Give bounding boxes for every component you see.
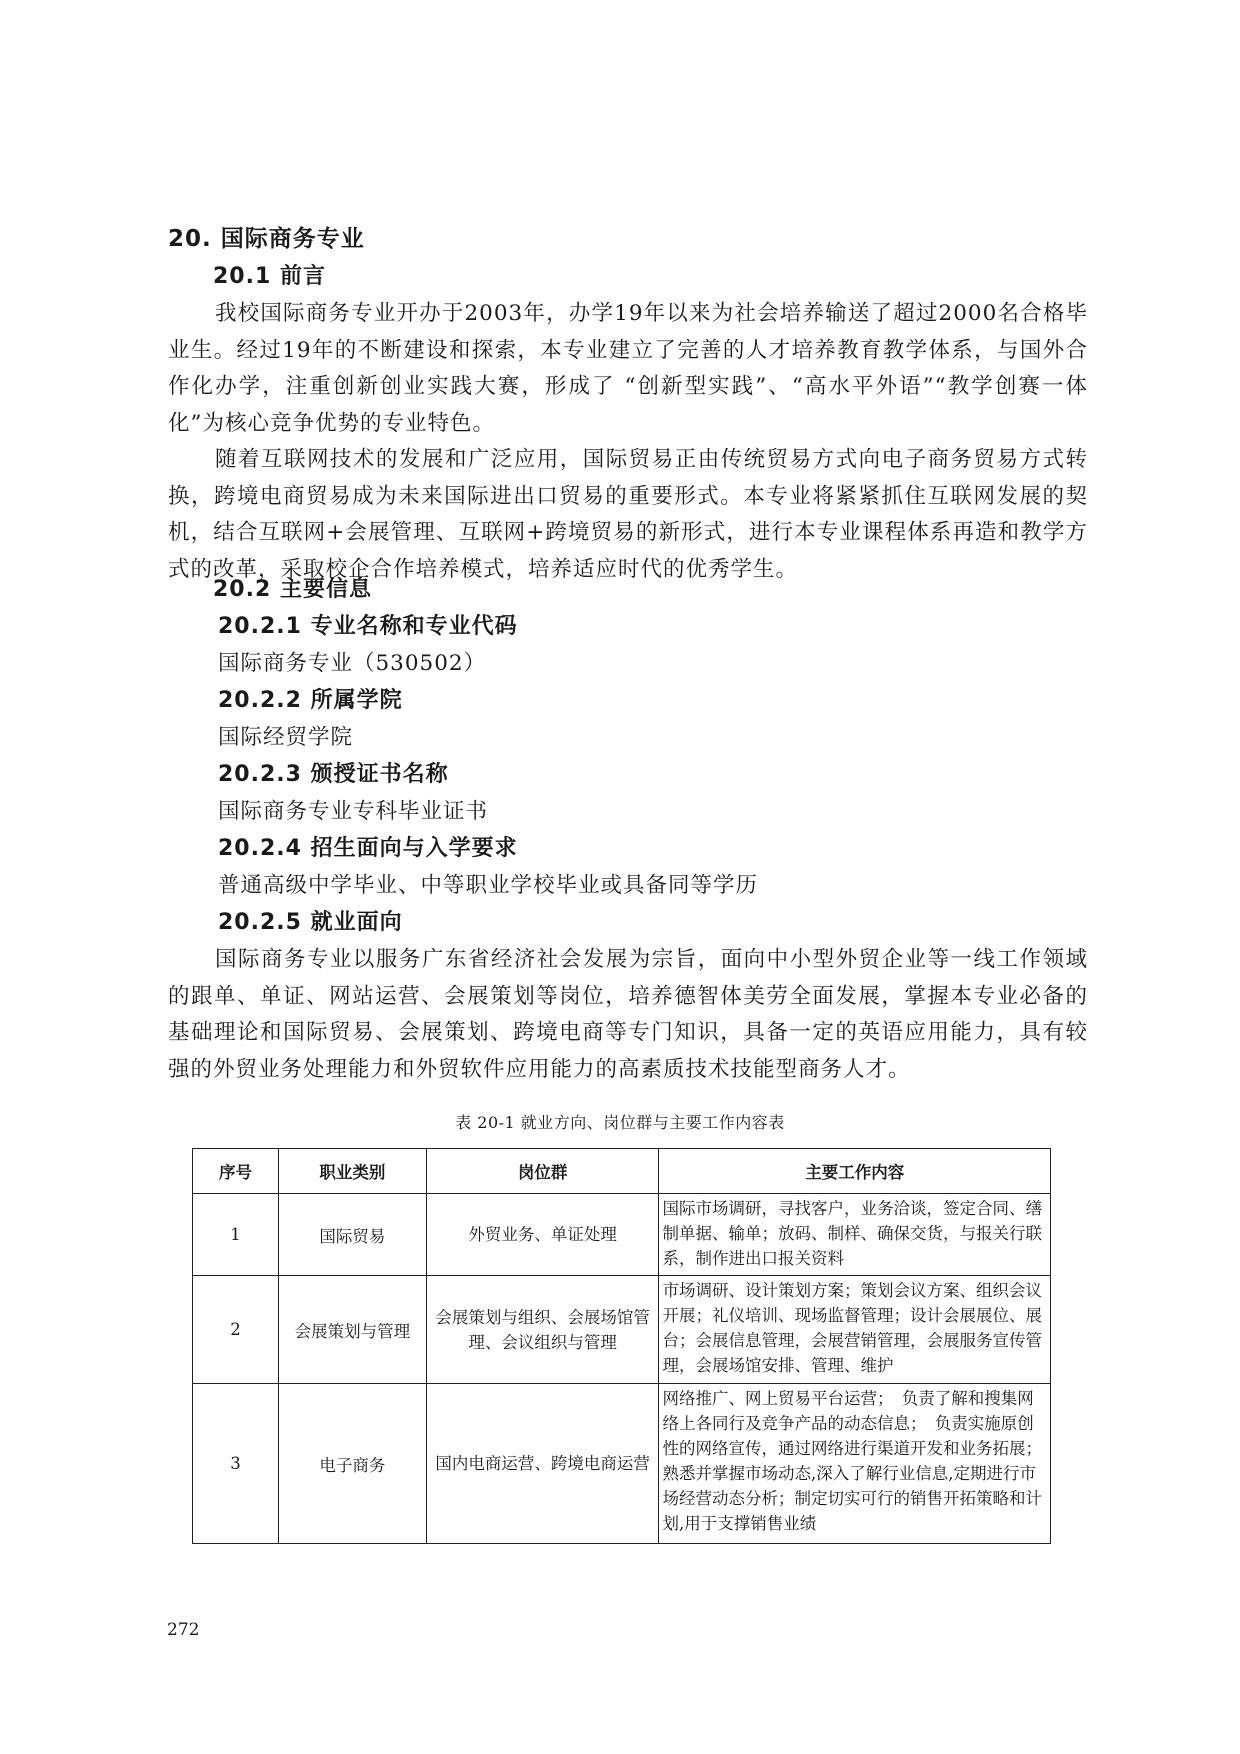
employment-paragraph: 国际商务专业以服务广东省经济社会发展为宗旨，面向中小型外贸企业等一线工作领域的跟单、单证、网站运营、会展策划等岗位，培养德智体美劳全面发展，掌握本专业必备的基础理论和国际贸易、会展策划、跨境电商等专门知识，具备一定的英语应用能力，具有较强的外贸业务处理能力和外贸软件应用能力的高素质技术技能型商务人才。 xyxy=(168,947,1088,1082)
employment-table xyxy=(192,1148,1051,1544)
table-row xyxy=(193,1276,1051,1384)
info-subheading: 20.2.2 所属学院 xyxy=(218,688,403,713)
row-group: 国内电商运营、跨境电商运营 xyxy=(426,1384,659,1544)
row-content: 国际市场调研，寻找客户，业务洽谈，签定合同、缮制单据、输单；放码、制样、确保交货，与报关行联系，制作进出口报关资料 xyxy=(659,1194,1051,1276)
row-content: 网络推广、网上贸易平台运营； 负责了解和搜集网络上各同行及竞争产品的动态信息； 负责实施原创性的网络宣传，通过网络进行渠道开发和业务拓展；熟悉并掌握市场动态,深入了解行业信息,定期进行市场经营动态分析；制定切实可行的销售开拓策略和计划,用于支撑销售业绩 xyxy=(659,1384,1051,1544)
row-no: 3 xyxy=(193,1384,279,1544)
row-content: 市场调研、设计策划方案；策划会议方案、组织会议开展；礼仪培训、现场监督管理；设计会展展位、展台；会展信息管理，会展营销管理，会展服务宣传管理，会展场馆安排、管理、维护 xyxy=(659,1276,1051,1384)
row-no: 1 xyxy=(193,1194,279,1276)
table-caption: 表 20-1 就业方向、岗位群与主要工作内容表 xyxy=(455,1113,785,1132)
row-group: 外贸业务、单证处理 xyxy=(426,1194,659,1276)
info-heading: 20.2 主要信息 xyxy=(213,577,372,602)
info-subheading: 20.2.3 颁授证书名称 xyxy=(218,762,449,787)
info-subheading: 20.2.1 专业名称和专业代码 xyxy=(218,614,518,639)
row-no: 2 xyxy=(193,1276,279,1384)
header-no: 序号 xyxy=(193,1149,279,1194)
info-subheading: 20.2.4 招生面向与入学要求 xyxy=(218,836,518,861)
info-value: 国际经贸学院 xyxy=(218,725,354,750)
info-subheading: 20.2.5 就业面向 xyxy=(218,910,403,935)
info-value: 国际商务专业专科毕业证书 xyxy=(218,799,489,824)
header-content: 主要工作内容 xyxy=(659,1149,1051,1194)
table-header-row xyxy=(193,1149,1051,1194)
section-title: 20. 国际商务专业 xyxy=(168,226,365,252)
preface-paragraph: 随着互联网技术的发展和广泛应用，国际贸易正由传统贸易方式向电子商务贸易方式转换，跨境电商贸易成为未来国际进出口贸易的重要形式。本专业将紧紧抓住互联网发展的契机，结合互联网+会展管理、互联网+跨境贸易的新形式，进行本专业课程体系再造和教学方式的改革，采取校企合作培养模式，培养适应时代的优秀学生。 xyxy=(168,447,1088,582)
table-row xyxy=(193,1194,1051,1276)
preface-paragraph: 我校国际商务专业开办于2003年，办学19年以来为社会培养输送了超过2000名合格毕业生。经过19年的不断建设和探索，本专业建立了完善的人才培养教育教学体系，与国外合作化办学，注重创新创业实践大赛，形成了 “创新型实践”、“高水平外语”“教学创赛一体化”为核心竞争优势的专业特色。 xyxy=(168,301,1088,436)
row-category: 国际贸易 xyxy=(278,1194,426,1276)
header-group: 岗位群 xyxy=(426,1149,659,1194)
row-category: 会展策划与管理 xyxy=(278,1276,426,1384)
table-row xyxy=(193,1384,1051,1544)
header-category: 职业类别 xyxy=(278,1149,426,1194)
info-value: 普通高级中学毕业、中等职业学校毕业或具备同等学历 xyxy=(218,873,759,898)
info-value: 国际商务专业（530502） xyxy=(218,651,487,676)
row-group: 会展策划与组织、会展场馆管理、会议组织与管理 xyxy=(426,1276,659,1384)
preface-heading: 20.1 前言 xyxy=(213,264,326,289)
page-number: 272 xyxy=(167,1620,200,1640)
row-category: 电子商务 xyxy=(278,1384,426,1544)
